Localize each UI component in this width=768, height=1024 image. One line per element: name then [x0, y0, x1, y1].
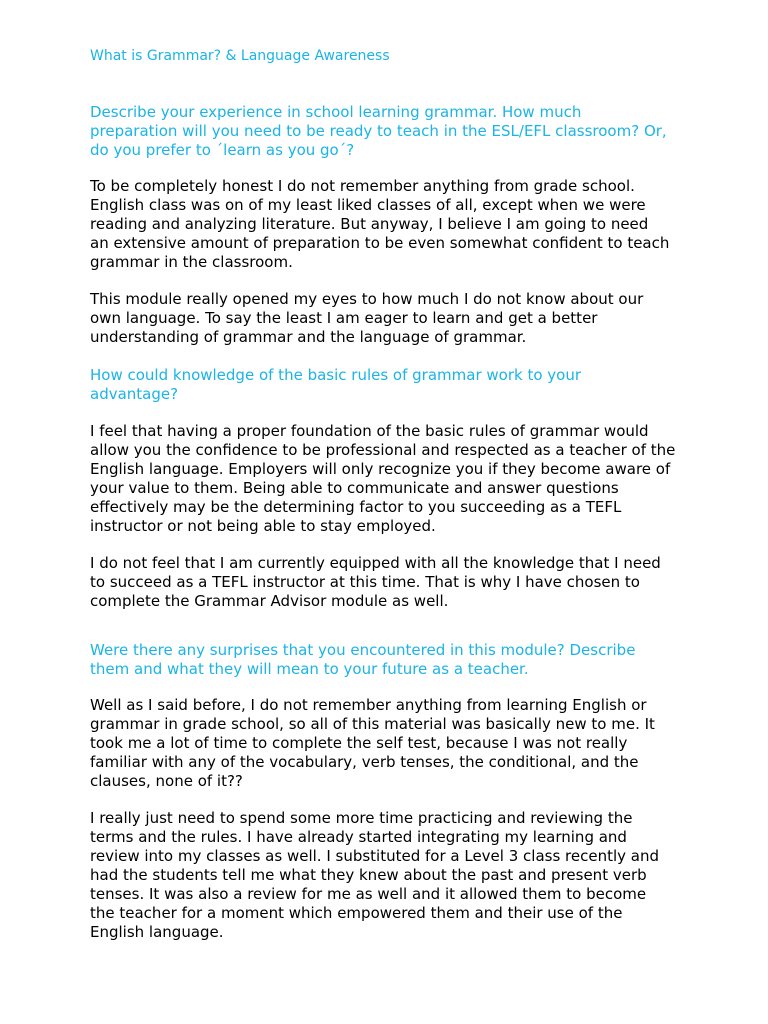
question-3: Were there any surprises that you encountered in this module? Describe them and what they will mean to your future as a teacher.	[90, 641, 636, 678]
answer-2-paragraph-1: I feel that having a proper foundation of the basic rules of grammar would allow you the confidence to be professional and respected as a teacher of the English language. Employers will only recognize you if they become aware of your value to them. Being able to communicate and answer questions effectively may be the determining factor to you succeeding as a TEFL instructor or not being able to stay employed.	[90, 422, 676, 535]
question-2: How could knowledge of the basic rules of grammar work to your advantage?	[90, 366, 582, 403]
question-1: Describe your experience in school learning grammar. How much preparation will you need to be ready to teach in the ESL/EFL classroom? Or, do you prefer to ´learn as you go´?	[90, 103, 667, 159]
answer-1-paragraph-2: This module really opened my eyes to how much I do not know about our own language. To say the least I am eager to learn and get a better understanding of grammar and the language of grammar.	[90, 290, 644, 346]
document-title: What is Grammar? & Language Awareness	[90, 48, 390, 64]
answer-2-paragraph-2: I do not feel that I am currently equipped with all the knowledge that I need to succeed as a TEFL instructor at this time. That is why I have chosen to complete the Grammar Advisor module as well.	[90, 554, 661, 610]
answer-1-paragraph-1: To be completely honest I do not remember anything from grade school. English class was on of my least liked classes of all, except when we were reading and analyzing literature. But anyway, I believe I am going to need an extensive amount of preparation to be even somewhat confident to teach grammar in the classroom.	[90, 177, 670, 271]
answer-3-paragraph-1: Well as I said before, I do not remember anything from learning English or grammar in grade school, so all of this material was basically new to me. It took me a lot of time to complete the self test, because I was not really familiar with any of the vocabulary, verb tenses, the conditional, and the clauses, none of it??	[90, 696, 655, 790]
answer-3-paragraph-2: I really just need to spend some more time practicing and reviewing the terms and the rules. I have already started integrating my learning and review into my classes as well. I substituted for a Level 3 class recently and had the students tell me what they knew about the past and present verb tenses. It was also a review for me as well and it allowed them to become the teacher for a moment which empowered them and their use of the English language.	[90, 809, 660, 941]
